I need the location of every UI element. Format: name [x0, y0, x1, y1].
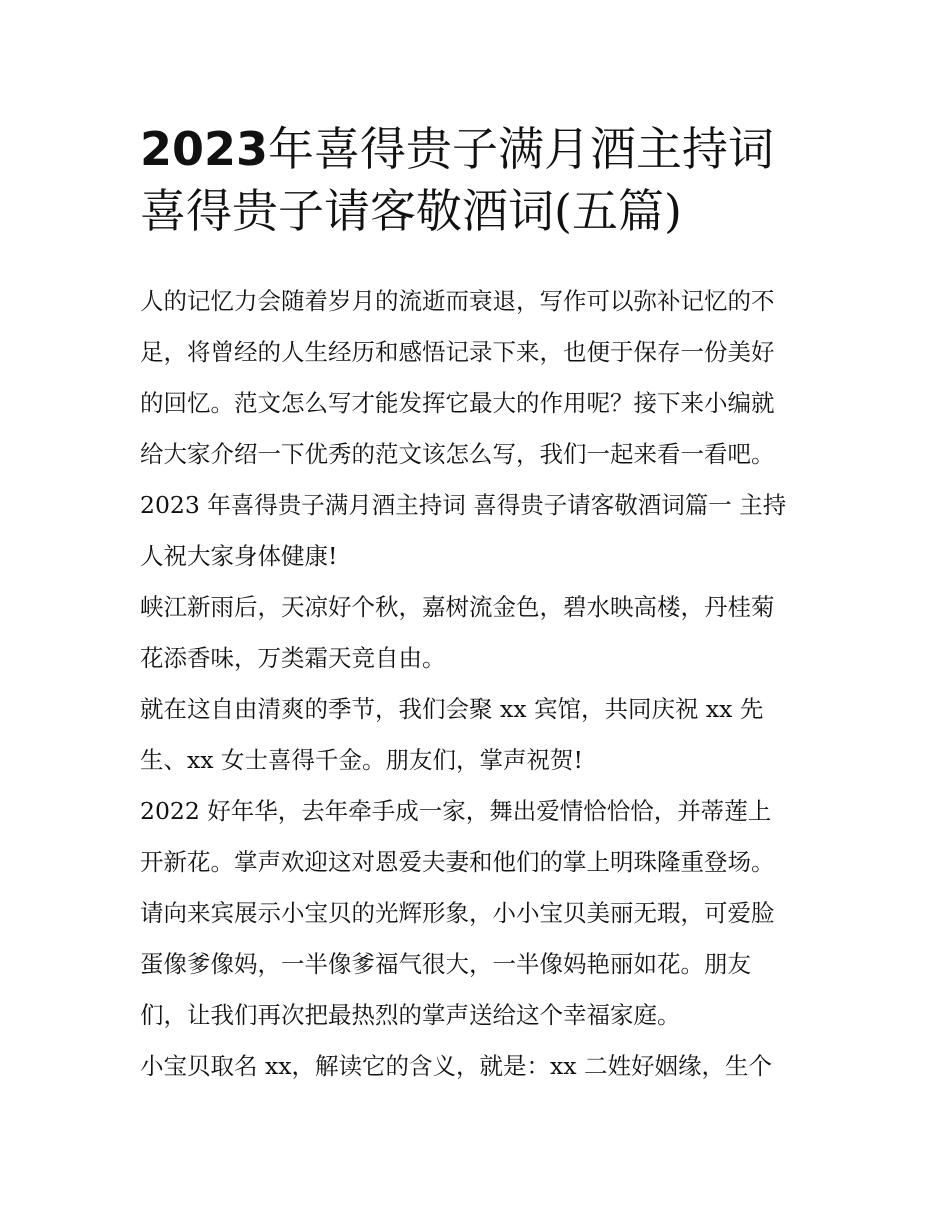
body-line: 请向来宾展示小宝贝的光辉形象，小小宝贝美丽无瑕，可爱脸: [140, 899, 775, 927]
body-line: 花添香味，万类霜天竞自由。: [140, 644, 446, 672]
body-line: 生、xx 女士喜得千金。朋友们，掌声祝贺!: [140, 746, 583, 774]
body-line: 2023 年喜得贵子满月酒主持词 喜得贵子请客敬酒词篇一 主持: [140, 491, 787, 519]
document-title: [140, 118, 820, 242]
title-year: 2023: [140, 122, 269, 176]
body-line: 人的记忆力会随着岁月的流逝而衰退，写作可以弥补记忆的不: [140, 287, 775, 315]
title-line-1-text: 年喜得贵子满月酒主持词: [268, 122, 775, 176]
title-line-1: [140, 118, 820, 180]
title-line-2: 喜得贵子请客敬酒词(五篇): [140, 184, 682, 238]
body-line: 开新花。掌声欢迎这对恩爱夫妻和他们的掌上明珠隆重登场。: [140, 848, 775, 876]
body-line: 就在这自由清爽的季节，我们会聚 xx 宾馆，共同庆祝 xx 先: [140, 695, 764, 723]
body-line: 给大家介绍一下优秀的范文该怎么写，我们一起来看一看吧。: [140, 440, 775, 468]
body-line: 蛋像爹像妈，一半像爹福气很大，一半像妈艳丽如花。朋友: [140, 950, 751, 978]
body-line: 们，让我们再次把最热烈的掌声送给这个幸福家庭。: [140, 1001, 681, 1029]
body-line: 峡江新雨后，天凉好个秋，嘉树流金色，碧水映高楼，丹桂菊: [140, 593, 775, 621]
body-line: 的回忆。范文怎么写才能发挥它最大的作用呢？接下来小编就: [140, 389, 775, 417]
body-line: 小宝贝取名 xx，解读它的含义，就是：xx 二姓好姻缘，生个: [140, 1052, 772, 1080]
body-line: 人祝大家身体健康!: [140, 542, 338, 570]
document-body: [140, 276, 820, 1092]
body-line: 足，将曾经的人生经历和感悟记录下来，也便于保存一份美好: [140, 338, 775, 366]
body-line: 2022 好年华，去年牵手成一家，舞出爱情恰恰恰，并蒂莲上: [140, 797, 772, 825]
